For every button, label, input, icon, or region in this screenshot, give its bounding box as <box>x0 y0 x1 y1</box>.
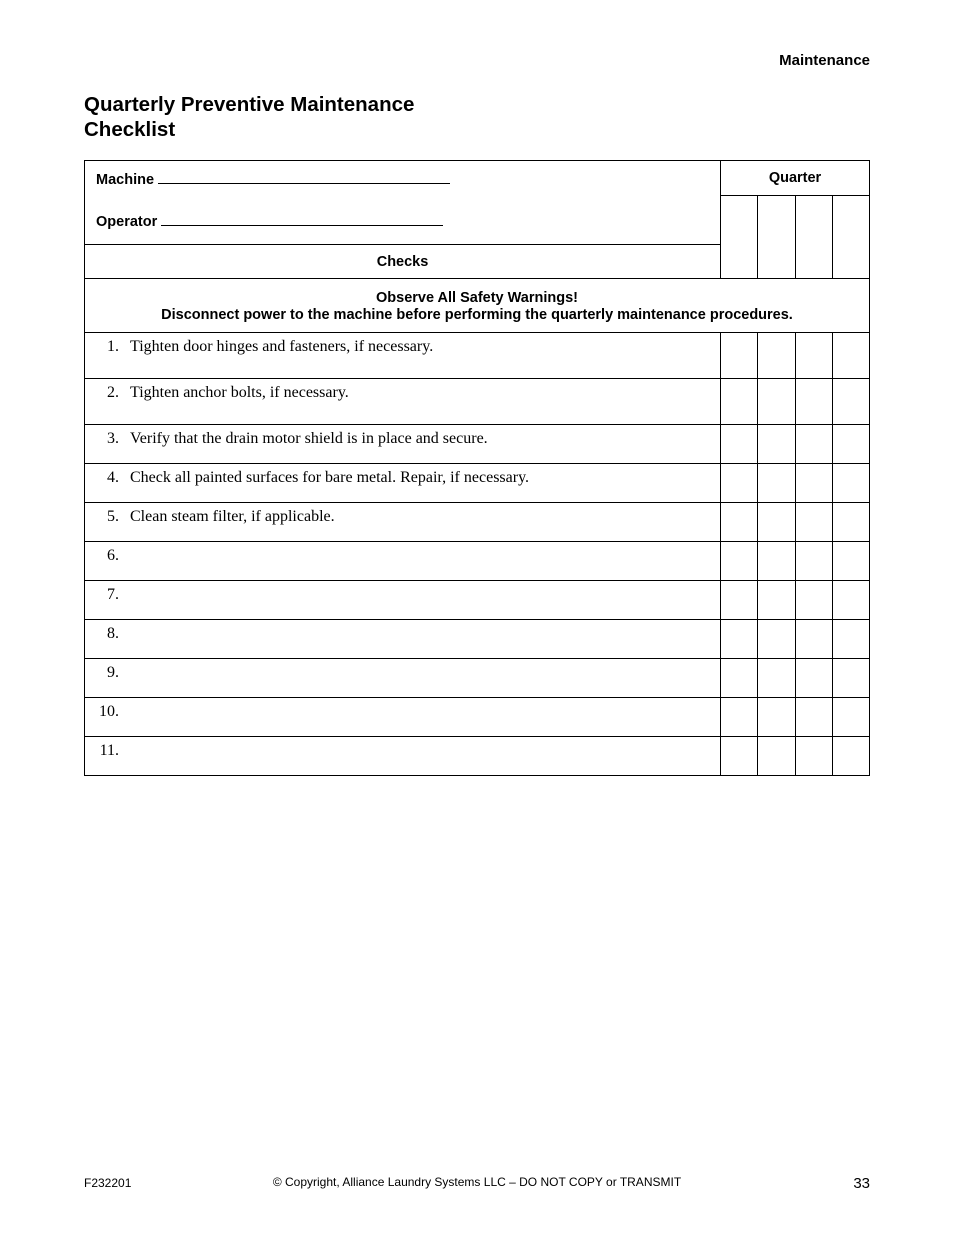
checklist-item-cell <box>85 581 721 620</box>
operator-field[interactable] <box>96 211 720 235</box>
quarter-check-box-3[interactable] <box>795 698 832 737</box>
quarter-check-box-2[interactable] <box>758 379 795 425</box>
quarter-check-box-3[interactable] <box>795 425 832 464</box>
item-text: Verify that the drain motor shield is in place and secure. <box>130 430 488 447</box>
checklist-item-cell <box>85 503 721 542</box>
quarter-check-box-3[interactable] <box>795 464 832 503</box>
checklist-item-cell <box>85 659 721 698</box>
checklist-item-cell <box>85 425 721 464</box>
quarter-check-box-1[interactable] <box>721 464 758 503</box>
item-number: 10. <box>99 703 119 720</box>
item-number: 7. <box>107 586 119 603</box>
checklist-item-cell <box>85 379 721 425</box>
checklist-item-cell <box>85 698 721 737</box>
checklist-row <box>85 333 870 379</box>
quarter-check-box-1[interactable] <box>721 581 758 620</box>
checks-header: Checks <box>85 245 721 279</box>
quarter-check-box-4[interactable] <box>832 333 869 379</box>
quarter-box-3[interactable] <box>795 196 832 279</box>
quarter-check-box-1[interactable] <box>721 333 758 379</box>
checklist-row <box>85 620 870 659</box>
checklist-items <box>85 333 870 776</box>
item-number: 9. <box>107 664 119 681</box>
machine-field[interactable] <box>96 169 720 193</box>
item-text: Tighten anchor bolts, if necessary. <box>130 384 349 401</box>
quarter-check-box-1[interactable] <box>721 737 758 776</box>
quarter-check-box-4[interactable] <box>832 379 869 425</box>
quarter-check-box-2[interactable] <box>758 659 795 698</box>
safety-warning-title: Observe All Safety Warnings! <box>376 289 578 306</box>
quarter-box-1[interactable] <box>721 196 758 279</box>
checklist-row <box>85 737 870 776</box>
item-number: 3. <box>107 430 119 447</box>
maintenance-checklist-table <box>84 160 870 776</box>
item-number: 4. <box>107 469 119 486</box>
quarter-check-box-4[interactable] <box>832 503 869 542</box>
checklist-row <box>85 659 870 698</box>
quarter-check-box-3[interactable] <box>795 737 832 776</box>
checklist-item-cell <box>85 464 721 503</box>
quarter-check-box-1[interactable] <box>721 659 758 698</box>
quarter-header: Quarter <box>721 161 870 196</box>
quarter-check-box-2[interactable] <box>758 620 795 659</box>
checklist-row <box>85 464 870 503</box>
operator-input-line[interactable] <box>161 211 443 226</box>
checklist-row <box>85 542 870 581</box>
safety-warning <box>85 279 870 333</box>
quarter-check-box-1[interactable] <box>721 620 758 659</box>
quarter-check-box-1[interactable] <box>721 698 758 737</box>
quarter-check-box-3[interactable] <box>795 659 832 698</box>
quarter-check-box-1[interactable] <box>721 503 758 542</box>
quarter-check-box-4[interactable] <box>832 698 869 737</box>
footer-doc-code: F232201 <box>84 1176 132 1190</box>
quarter-check-box-2[interactable] <box>758 333 795 379</box>
checklist-item-cell <box>85 620 721 659</box>
quarter-check-box-4[interactable] <box>832 659 869 698</box>
quarter-check-box-1[interactable] <box>721 542 758 581</box>
quarter-check-box-4[interactable] <box>832 542 869 581</box>
checklist-row <box>85 379 870 425</box>
machine-label: Machine <box>96 172 155 188</box>
quarter-check-box-2[interactable] <box>758 464 795 503</box>
quarter-check-box-2[interactable] <box>758 581 795 620</box>
quarter-box-2[interactable] <box>758 196 795 279</box>
quarter-check-box-2[interactable] <box>758 737 795 776</box>
item-text: Tighten door hinges and fasteners, if necessary. <box>130 338 434 355</box>
item-number: 6. <box>107 547 119 564</box>
section-header: Maintenance <box>779 52 870 69</box>
page-title-line-2: Checklist <box>84 118 176 141</box>
quarter-check-box-2[interactable] <box>758 425 795 464</box>
quarter-check-box-3[interactable] <box>795 503 832 542</box>
checklist-item-cell <box>85 542 721 581</box>
quarter-check-box-2[interactable] <box>758 698 795 737</box>
quarter-check-box-4[interactable] <box>832 620 869 659</box>
quarter-check-box-1[interactable] <box>721 425 758 464</box>
quarter-check-box-2[interactable] <box>758 542 795 581</box>
checklist-row <box>85 503 870 542</box>
machine-operator-cell <box>85 161 721 245</box>
quarter-check-box-3[interactable] <box>795 379 832 425</box>
item-number: 11. <box>99 742 119 759</box>
quarter-check-box-2[interactable] <box>758 503 795 542</box>
item-text: Clean steam filter, if applicable. <box>130 508 335 525</box>
item-text: Check all painted surfaces for bare metal. Repair, if necessary. <box>130 469 530 486</box>
checklist-item-cell <box>85 333 721 379</box>
machine-input-line[interactable] <box>158 169 450 184</box>
quarter-check-box-4[interactable] <box>832 425 869 464</box>
item-number: 8. <box>107 625 119 642</box>
page-number: 33 <box>853 1175 870 1192</box>
quarter-box-4[interactable] <box>832 196 869 279</box>
quarter-check-box-4[interactable] <box>832 464 869 503</box>
footer-copyright: © Copyright, Alliance Laundry Systems LLC – DO NOT COPY or TRANSMIT <box>272 1175 682 1189</box>
quarter-check-box-3[interactable] <box>795 333 832 379</box>
quarter-check-box-1[interactable] <box>721 379 758 425</box>
checklist-item-cell <box>85 737 721 776</box>
quarter-check-box-3[interactable] <box>795 542 832 581</box>
checklist-row <box>85 581 870 620</box>
quarter-check-box-3[interactable] <box>795 620 832 659</box>
quarter-check-box-4[interactable] <box>832 737 869 776</box>
safety-warning-text: Disconnect power to the machine before performing the quarterly maintenance procedures. <box>161 306 793 323</box>
checklist-row <box>85 698 870 737</box>
quarter-check-box-4[interactable] <box>832 581 869 620</box>
checklist-row <box>85 425 870 464</box>
page-title <box>84 92 414 142</box>
item-number: 5. <box>107 508 119 525</box>
page-title-line-1: Quarterly Preventive Maintenance <box>84 93 415 116</box>
operator-label: Operator <box>96 214 158 230</box>
item-number: 1. <box>107 338 119 355</box>
quarter-check-box-3[interactable] <box>795 581 832 620</box>
item-number: 2. <box>107 384 119 401</box>
